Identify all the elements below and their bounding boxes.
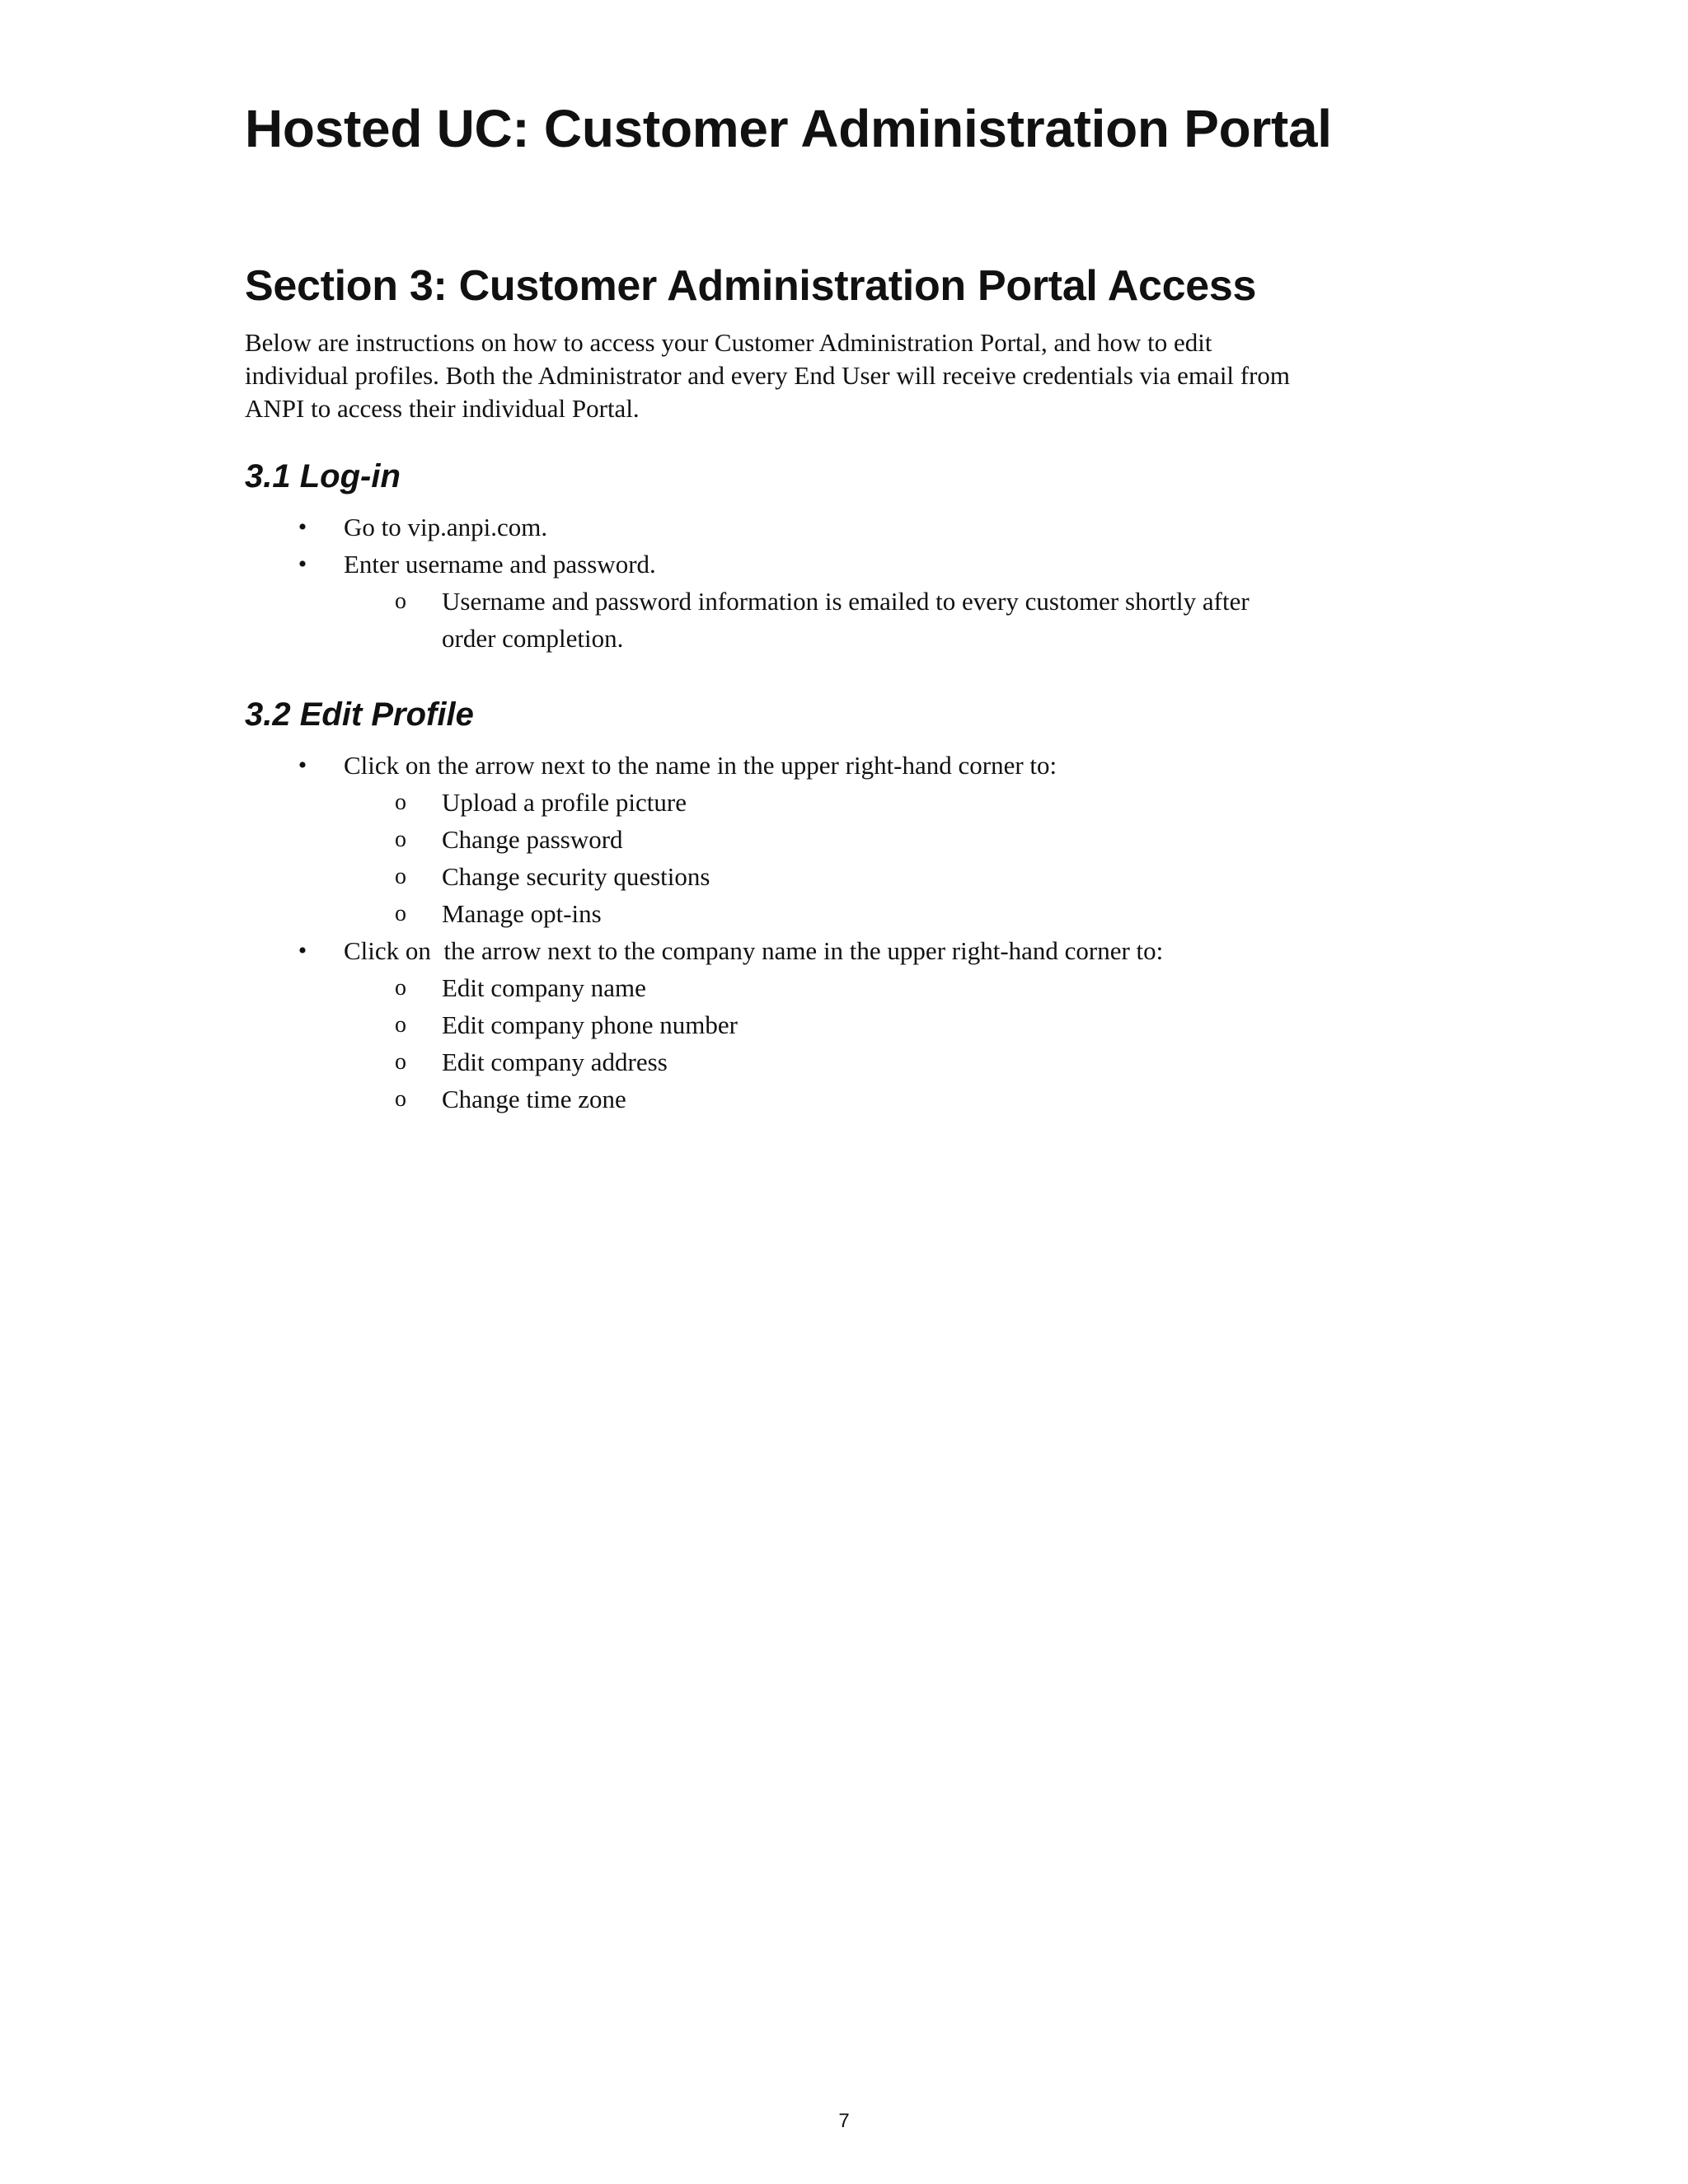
intro-line: individual profiles. Both the Administrator and every End User will receive credentials via email from xyxy=(245,361,1291,390)
sub-bullet-marker: o xyxy=(395,790,406,815)
list-item xyxy=(0,747,1163,784)
sub-list-item xyxy=(0,583,1250,657)
sub-list-item-text: Change password xyxy=(442,825,623,854)
sub-bullet-marker: o xyxy=(395,1012,406,1038)
login-heading: 3.1 Log-in xyxy=(245,458,401,494)
sub-list-item xyxy=(0,858,1163,895)
sub-bullet-marker: o xyxy=(395,1049,406,1075)
list-item-text: Click on the arrow next to the company name in the upper right-hand corner to: xyxy=(344,936,1164,965)
bullet-marker: • xyxy=(298,551,307,578)
list-item xyxy=(0,932,1163,969)
sub-list-item xyxy=(0,784,1163,821)
sub-item-line: Username and password information is emailed to every customer shortly after xyxy=(442,587,1250,616)
sub-list-item-text: Change time zone xyxy=(442,1085,626,1113)
sub-bullet-marker: o xyxy=(395,975,406,1001)
sub-bullet-marker: o xyxy=(395,864,406,889)
list-item-text: Go to vip.anpi.com. xyxy=(344,513,548,541)
list-item-text: Enter username and password. xyxy=(344,550,656,579)
login-list xyxy=(0,509,1250,657)
sub-list-item-text: Change security questions xyxy=(442,862,710,891)
edit-profile-heading: 3.2 Edit Profile xyxy=(245,696,474,733)
list-item xyxy=(0,509,1250,546)
page-number: 7 xyxy=(838,2110,850,2132)
sub-list-item xyxy=(0,1080,1163,1118)
sub-list-item-text: Upload a profile picture xyxy=(442,788,687,817)
list-item-text: Click on the arrow next to the name in the upper right-hand corner to: xyxy=(344,751,1057,780)
sub-list-item xyxy=(0,1006,1163,1043)
sub-bullet-marker: o xyxy=(395,588,406,614)
sub-item-line: order completion. xyxy=(442,624,624,653)
intro-line: Below are instructions on how to access your Customer Administration Portal, and how to edit xyxy=(245,328,1212,357)
sub-list-item-text: Manage opt-ins xyxy=(442,899,602,928)
sub-list-item xyxy=(0,969,1163,1006)
list-item xyxy=(0,546,1250,583)
sub-bullet-marker: o xyxy=(395,827,406,852)
sub-list-item-text: Edit company phone number xyxy=(442,1010,738,1039)
bullet-marker: • xyxy=(298,752,307,779)
document-title: Hosted UC: Customer Administration Portal xyxy=(245,99,1332,158)
intro-paragraph xyxy=(245,326,1465,425)
intro-line: ANPI to access their individual Portal. xyxy=(245,394,640,423)
bullet-marker: • xyxy=(298,937,307,964)
bullet-marker: • xyxy=(298,513,307,541)
sub-bullet-marker: o xyxy=(395,1086,406,1112)
edit-profile-list xyxy=(0,747,1163,1118)
sub-bullet-marker: o xyxy=(395,901,406,926)
sub-list-item-text: Edit company name xyxy=(442,973,646,1002)
sub-list-item xyxy=(0,1043,1163,1080)
section-title: Section 3: Customer Administration Portal Access xyxy=(245,262,1257,310)
sub-list-item-text: Edit company address xyxy=(442,1047,668,1076)
sub-list-item xyxy=(0,821,1163,858)
sub-list-item xyxy=(0,895,1163,932)
sub-list-item-text xyxy=(442,583,1250,657)
